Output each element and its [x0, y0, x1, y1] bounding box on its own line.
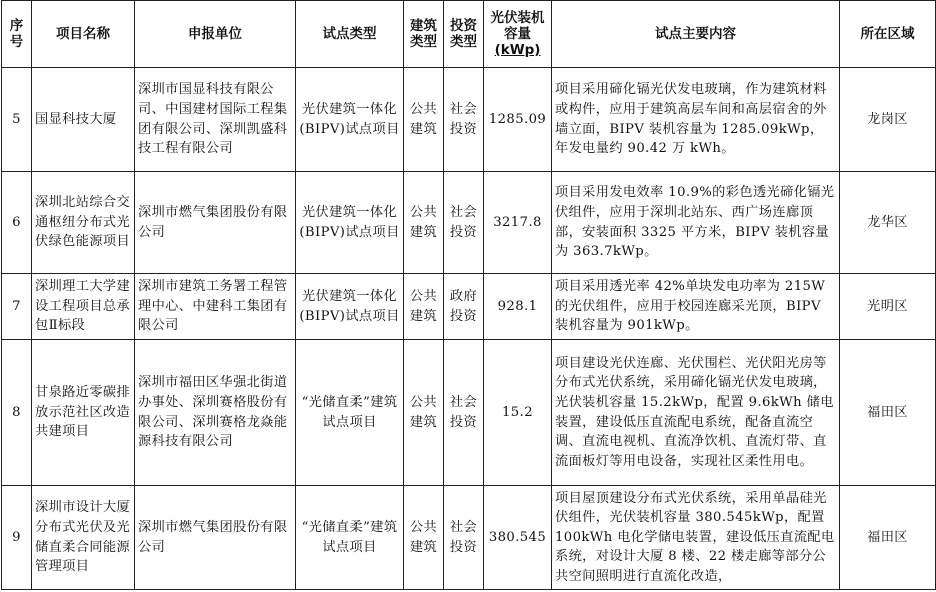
- table-row: [2, 274, 936, 340]
- row-project-name: 深圳北站综合交通枢纽分布式光伏绿色能源项目: [32, 172, 135, 274]
- row-pilot-type: “光储直柔”建筑试点项目: [296, 486, 404, 590]
- row-pilot-type: 光伏建筑一体化(BIPV)试点项目: [296, 172, 404, 274]
- row-invest-type: 社会投资: [444, 486, 484, 590]
- row-invest-type: 社会投资: [444, 340, 484, 486]
- header-capacity-line2: 容量: [504, 26, 531, 42]
- row-no: 6: [2, 172, 32, 274]
- row-applicant-unit: 深圳市燃气集团股份有限公司: [135, 486, 296, 590]
- row-building-type: 公共建筑: [404, 274, 444, 340]
- pilot-projects-table: [1, 0, 936, 590]
- header-name: 项目名称: [32, 1, 135, 68]
- row-capacity: 1285.09: [484, 68, 552, 172]
- table-row: [2, 486, 936, 590]
- row-no: 7: [2, 274, 32, 340]
- row-project-name: 深圳理工大学建设工程项目总承包Ⅱ标段: [32, 274, 135, 340]
- row-region: 龙华区: [840, 172, 936, 274]
- row-pilot-type: 光伏建筑一体化(BIPV)试点项目: [296, 68, 404, 172]
- header-invest-type: 投资类型: [444, 1, 484, 68]
- header-unit: 申报单位: [135, 1, 296, 68]
- row-no: 9: [2, 486, 32, 590]
- row-pilot-type: “光储直柔”建筑试点项目: [296, 340, 404, 486]
- row-content: 项目采用透光率 42%单块发电功率为 215W 的光伏组件，应用于校园连廊采光顶，BIPV 装机容量为 901kWp。: [552, 274, 840, 340]
- row-content: 项目采用发电效率 10.9%的彩色透光碲化镉光伏组件，应用于深圳北站东、西广场连廊顶部，安装面积 3325 平方米，BIPV 装机容量为 363.7kWp。: [552, 172, 840, 274]
- row-applicant-unit: 深圳市燃气集团股份有限公司: [135, 172, 296, 274]
- row-capacity: 3217.8: [484, 172, 552, 274]
- row-building-type: 公共建筑: [404, 68, 444, 172]
- row-project-name: 深圳市设计大厦分布式光伏及光储直柔合同能源管理项目: [32, 486, 135, 590]
- header-region: 所在区域: [840, 1, 936, 68]
- header-building-type: 建筑类型: [404, 1, 444, 68]
- row-no: 5: [2, 68, 32, 172]
- header-content: 试点主要内容: [552, 1, 840, 68]
- row-no: 8: [2, 340, 32, 486]
- row-capacity: 928.1: [484, 274, 552, 340]
- row-region: 福田区: [840, 486, 936, 590]
- row-region: 光明区: [840, 274, 936, 340]
- row-region: 龙岗区: [840, 68, 936, 172]
- header-capacity-line1: 光伏装机: [490, 10, 545, 26]
- row-capacity: 15.2: [484, 340, 552, 486]
- table-row: [2, 340, 936, 486]
- header-capacity-unit: (kWp): [494, 42, 541, 58]
- row-building-type: 公共建筑: [404, 172, 444, 274]
- row-applicant-unit: 深圳市福田区华强北街道办事处、深圳赛格股份有限公司、深圳赛格龙焱能源科技有限公司: [135, 340, 296, 486]
- header-pilot-type: 试点类型: [296, 1, 404, 68]
- row-building-type: 公共建筑: [404, 340, 444, 486]
- row-applicant-unit: 深圳市建筑工务署工程管理中心、中建科工集团有限公司: [135, 274, 296, 340]
- header-no: 序号: [2, 1, 32, 68]
- row-pilot-type: 光伏建筑一体化(BIPV)试点项目: [296, 274, 404, 340]
- row-building-type: 公共建筑: [404, 486, 444, 590]
- row-content: 项目屋顶建设分布式光伏系统，采用单晶硅光伏组件，光伏装机容量 380.545kWp，配置 100kWh 电化学储电装置，建设低压直流配电系统，对设计大厦 8 楼、22 楼走廊等部分公共空间照明进行直流化改造，: [552, 486, 840, 590]
- row-content: 项目采用碲化镉光伏发电玻璃，作为建筑材料或构件，应用于建筑高层车间和高层宿舍的外墙立面，BIPV 装机容量为 1285.09kWp，年发电量约 90.42 万 kWh。: [552, 68, 840, 172]
- row-applicant-unit: 深圳市国显科技有限公司、中国建材国际工程集团有限公司、深圳凯盛科技工程有限公司: [135, 68, 296, 172]
- row-content: 项目建设光伏连廊、光伏围栏、光伏阳光房等分布式光伏系统，采用碲化镉光伏发电玻璃，光伏装机容量 15.2kWp，配置 9.6kWh 储电装置，建设低压直流配电系统，配备直流空调、直流电视机、直流净饮机、直流灯带、直流面板灯等用电设备，实现社区柔性用电。: [552, 340, 840, 486]
- row-invest-type: 政府投资: [444, 274, 484, 340]
- row-region: 福田区: [840, 340, 936, 486]
- row-invest-type: 社会投资: [444, 68, 484, 172]
- table-row: [2, 172, 936, 274]
- row-project-name: 甘泉路近零碳排放示范社区改造共建项目: [32, 340, 135, 486]
- table-row: [2, 68, 936, 172]
- header-row: [2, 1, 936, 68]
- header-capacity: [484, 1, 552, 68]
- row-project-name: 国显科技大厦: [32, 68, 135, 172]
- row-capacity: 380.545: [484, 486, 552, 590]
- row-invest-type: 社会投资: [444, 172, 484, 274]
